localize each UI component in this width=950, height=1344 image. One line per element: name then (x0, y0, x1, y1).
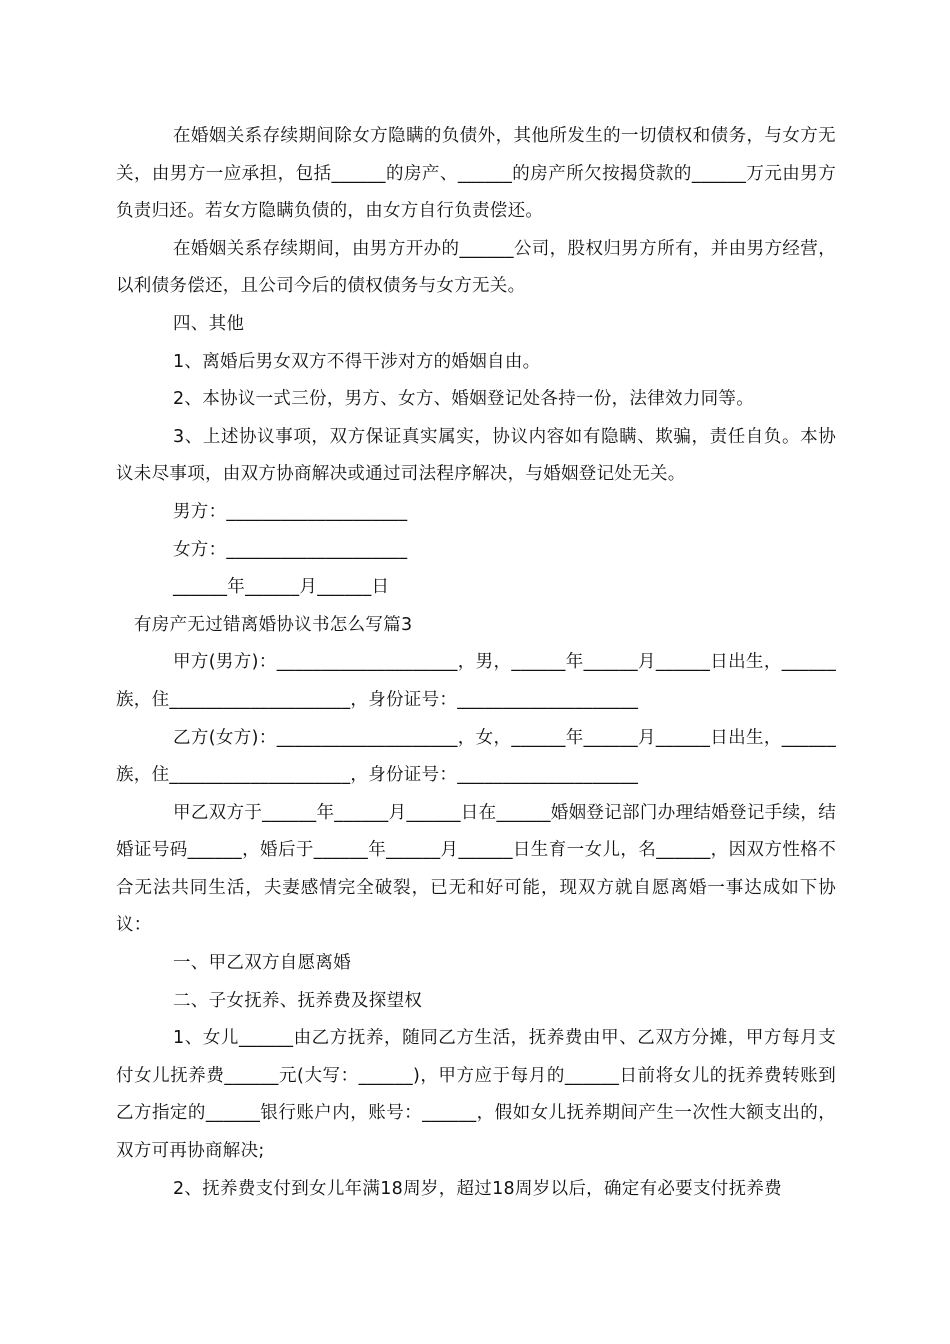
paragraph-party-b: 乙方(女方)：____________________，女，______年______月______日出生，______族，住____________________，身份证号：____________________ (116, 727, 836, 786)
section-title: 有房产无过错离婚协议书怎么写篇3 (134, 614, 413, 635)
paragraph-company: 在婚姻关系存续期间，由男方开办的______公司，股权归男方所有，并由男方经营，以利债务偿还，且公司今后的债权债务与女方无关。 (116, 238, 836, 297)
paragraph-custody-2: 2、抚养费支付到女儿年满18周岁，超过18周岁以后，确定有必要支付抚养费 (173, 1178, 782, 1199)
paragraph-marriage: 甲乙双方于______年______月______日在______婚姻登记部门办理结婚登记手续，结婚证号码______，婚后于______年______月______日生育一女儿，名______，因双方性格不合无法共同生活，夫妻感情完全破裂，已无和好可能，现双方就自愿离婚一事达成如下协议： (116, 802, 836, 936)
document-body (116, 118, 836, 1208)
paragraph-item-1: 1、离婚后男女双方不得干涉对方的婚姻自由。 (173, 351, 541, 372)
paragraph-item-3: 3、上述协议事项，双方保证真实属实，协议内容如有隐瞒、欺骗，责任自负。本协议未尽事项，由双方协商解决或通过司法程序解决，与婚姻登记处无关。 (116, 426, 836, 485)
paragraph-custody-1: 1、女儿______由乙方抚养，随同乙方生活，抚养费由甲、乙双方分摊，甲方每月支付女儿抚养费______元(大写：______)，甲方应于每月的______日前将女儿的抚养费转账到乙方指定的______银行账户内，账号：______，假如女儿抚养期间产生一次性大额支出的，双方可再协商解决; (116, 1028, 836, 1162)
paragraph-debt: 在婚姻关系存续期间除女方隐瞒的负债外，其他所发生的一切债权和债务，与女方无关，由男方一应承担，包括______的房产、______的房产所欠按揭贷款的______万元由男方负责归还。若女方隐瞒负债的，由女方自行负责偿还。 (116, 126, 836, 222)
signature-date: ______年______月______日 (173, 577, 390, 598)
signature-male: 男方：____________________ (173, 501, 408, 522)
paragraph-party-a: 甲方(男方)：____________________，男，______年______月______日出生，______族，住____________________，身份证号：____________________ (116, 652, 836, 710)
heading-other: 四、其他 (173, 313, 245, 334)
heading-custody: 二、子女抚养、抚养费及探望权 (173, 990, 423, 1011)
heading-divorce: 一、甲乙双方自愿离婚 (173, 953, 351, 974)
paragraph-item-2: 2、本协议一式三份，男方、女方、婚姻登记处各持一份，法律效力同等。 (173, 389, 755, 410)
signature-female: 女方：____________________ (173, 539, 408, 560)
